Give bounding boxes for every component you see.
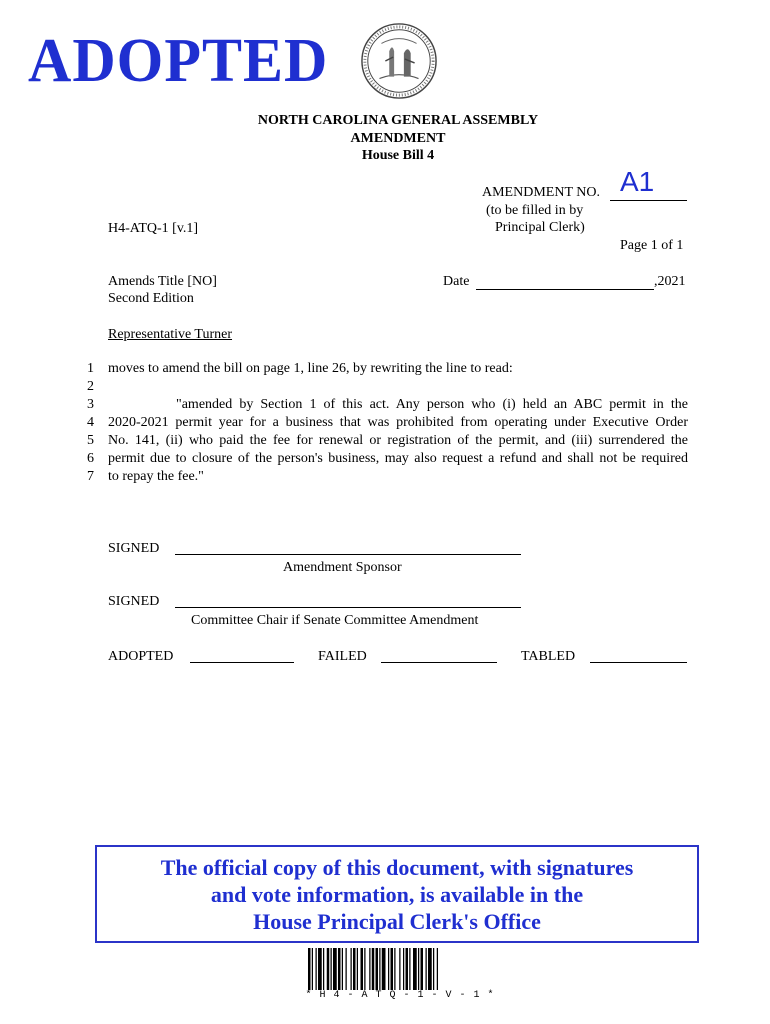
amendment-code: H4-ATQ-1 [v.1] <box>108 221 199 236</box>
failed-line <box>381 662 497 663</box>
amendment-heading: AMENDMENT <box>350 131 446 146</box>
barcode-icon <box>308 948 493 990</box>
chair-caption: Committee Chair if Senate Committee Amendment <box>191 613 479 628</box>
edition: Second Edition <box>108 291 194 306</box>
date-field-line <box>476 289 654 290</box>
line-numbers <box>76 360 94 486</box>
fill-note-1: (to be filled in by <box>486 203 584 218</box>
amendment-number: A1 <box>620 166 655 197</box>
north-carolina-state-seal-icon <box>360 22 438 100</box>
tabled-label: TABLED <box>521 649 576 664</box>
page-count: Page 1 of 1 <box>620 238 684 253</box>
line-number: 5 <box>87 433 94 448</box>
line-number: 1 <box>87 361 94 376</box>
line-number: 4 <box>87 415 94 430</box>
sponsor-name: Representative Turner <box>108 327 233 342</box>
body-line-5: No. 141, (ii) who paid the fee for renewal or registration of the permit, and (iii) surrendered the <box>108 433 688 448</box>
sponsor-signature-line <box>175 554 521 555</box>
body-line-4: 2020-2021 permit year for a business that was prohibited from operating under Executive Order <box>108 415 688 430</box>
body-line-6: permit due to closure of the person's business, may also request a refund and shall not be required <box>108 451 688 466</box>
notice-line-1: The official copy of this document, with signatures <box>160 854 634 880</box>
notice-line-3: House Principal Clerk's Office <box>253 908 541 934</box>
assembly-heading: NORTH CAROLINA GENERAL ASSEMBLY <box>257 113 539 128</box>
signed-label-1: SIGNED <box>108 541 160 556</box>
sponsor-caption: Amendment Sponsor <box>283 560 402 575</box>
line-number: 2 <box>87 379 94 394</box>
chair-signature-line <box>175 607 521 608</box>
adopted-line <box>190 662 294 663</box>
official-copy-notice <box>95 845 699 943</box>
tabled-line <box>590 662 687 663</box>
bill-heading: House Bill 4 <box>361 148 435 163</box>
date-label: Date <box>443 274 470 289</box>
barcode-text: * H 4 - A T Q - 1 - V - 1 * <box>305 990 495 1001</box>
line-number: 3 <box>87 397 94 412</box>
notice-line-2: and vote information, is available in the <box>210 881 584 907</box>
signed-label-2: SIGNED <box>108 594 160 609</box>
failed-label: FAILED <box>318 649 367 664</box>
adopted-stamp: ADOPTED <box>28 25 329 95</box>
body-line-1: moves to amend the bill on page 1, line 26, by rewriting the line to read: <box>108 361 513 376</box>
adopted-label: ADOPTED <box>108 649 174 664</box>
body-line-7: to repay the fee." <box>108 469 204 484</box>
amends-title: Amends Title [NO] <box>108 274 217 289</box>
body-line-3: "amended by Section 1 of this act. Any person who (i) held an ABC permit in the <box>176 397 688 412</box>
line-number: 7 <box>87 469 94 484</box>
amendment-no-label: AMENDMENT NO. <box>482 185 600 200</box>
amendment-no-underline <box>610 200 687 201</box>
date-year: ,2021 <box>654 274 686 289</box>
line-number: 6 <box>87 451 94 466</box>
fill-note-2: Principal Clerk) <box>495 220 585 235</box>
